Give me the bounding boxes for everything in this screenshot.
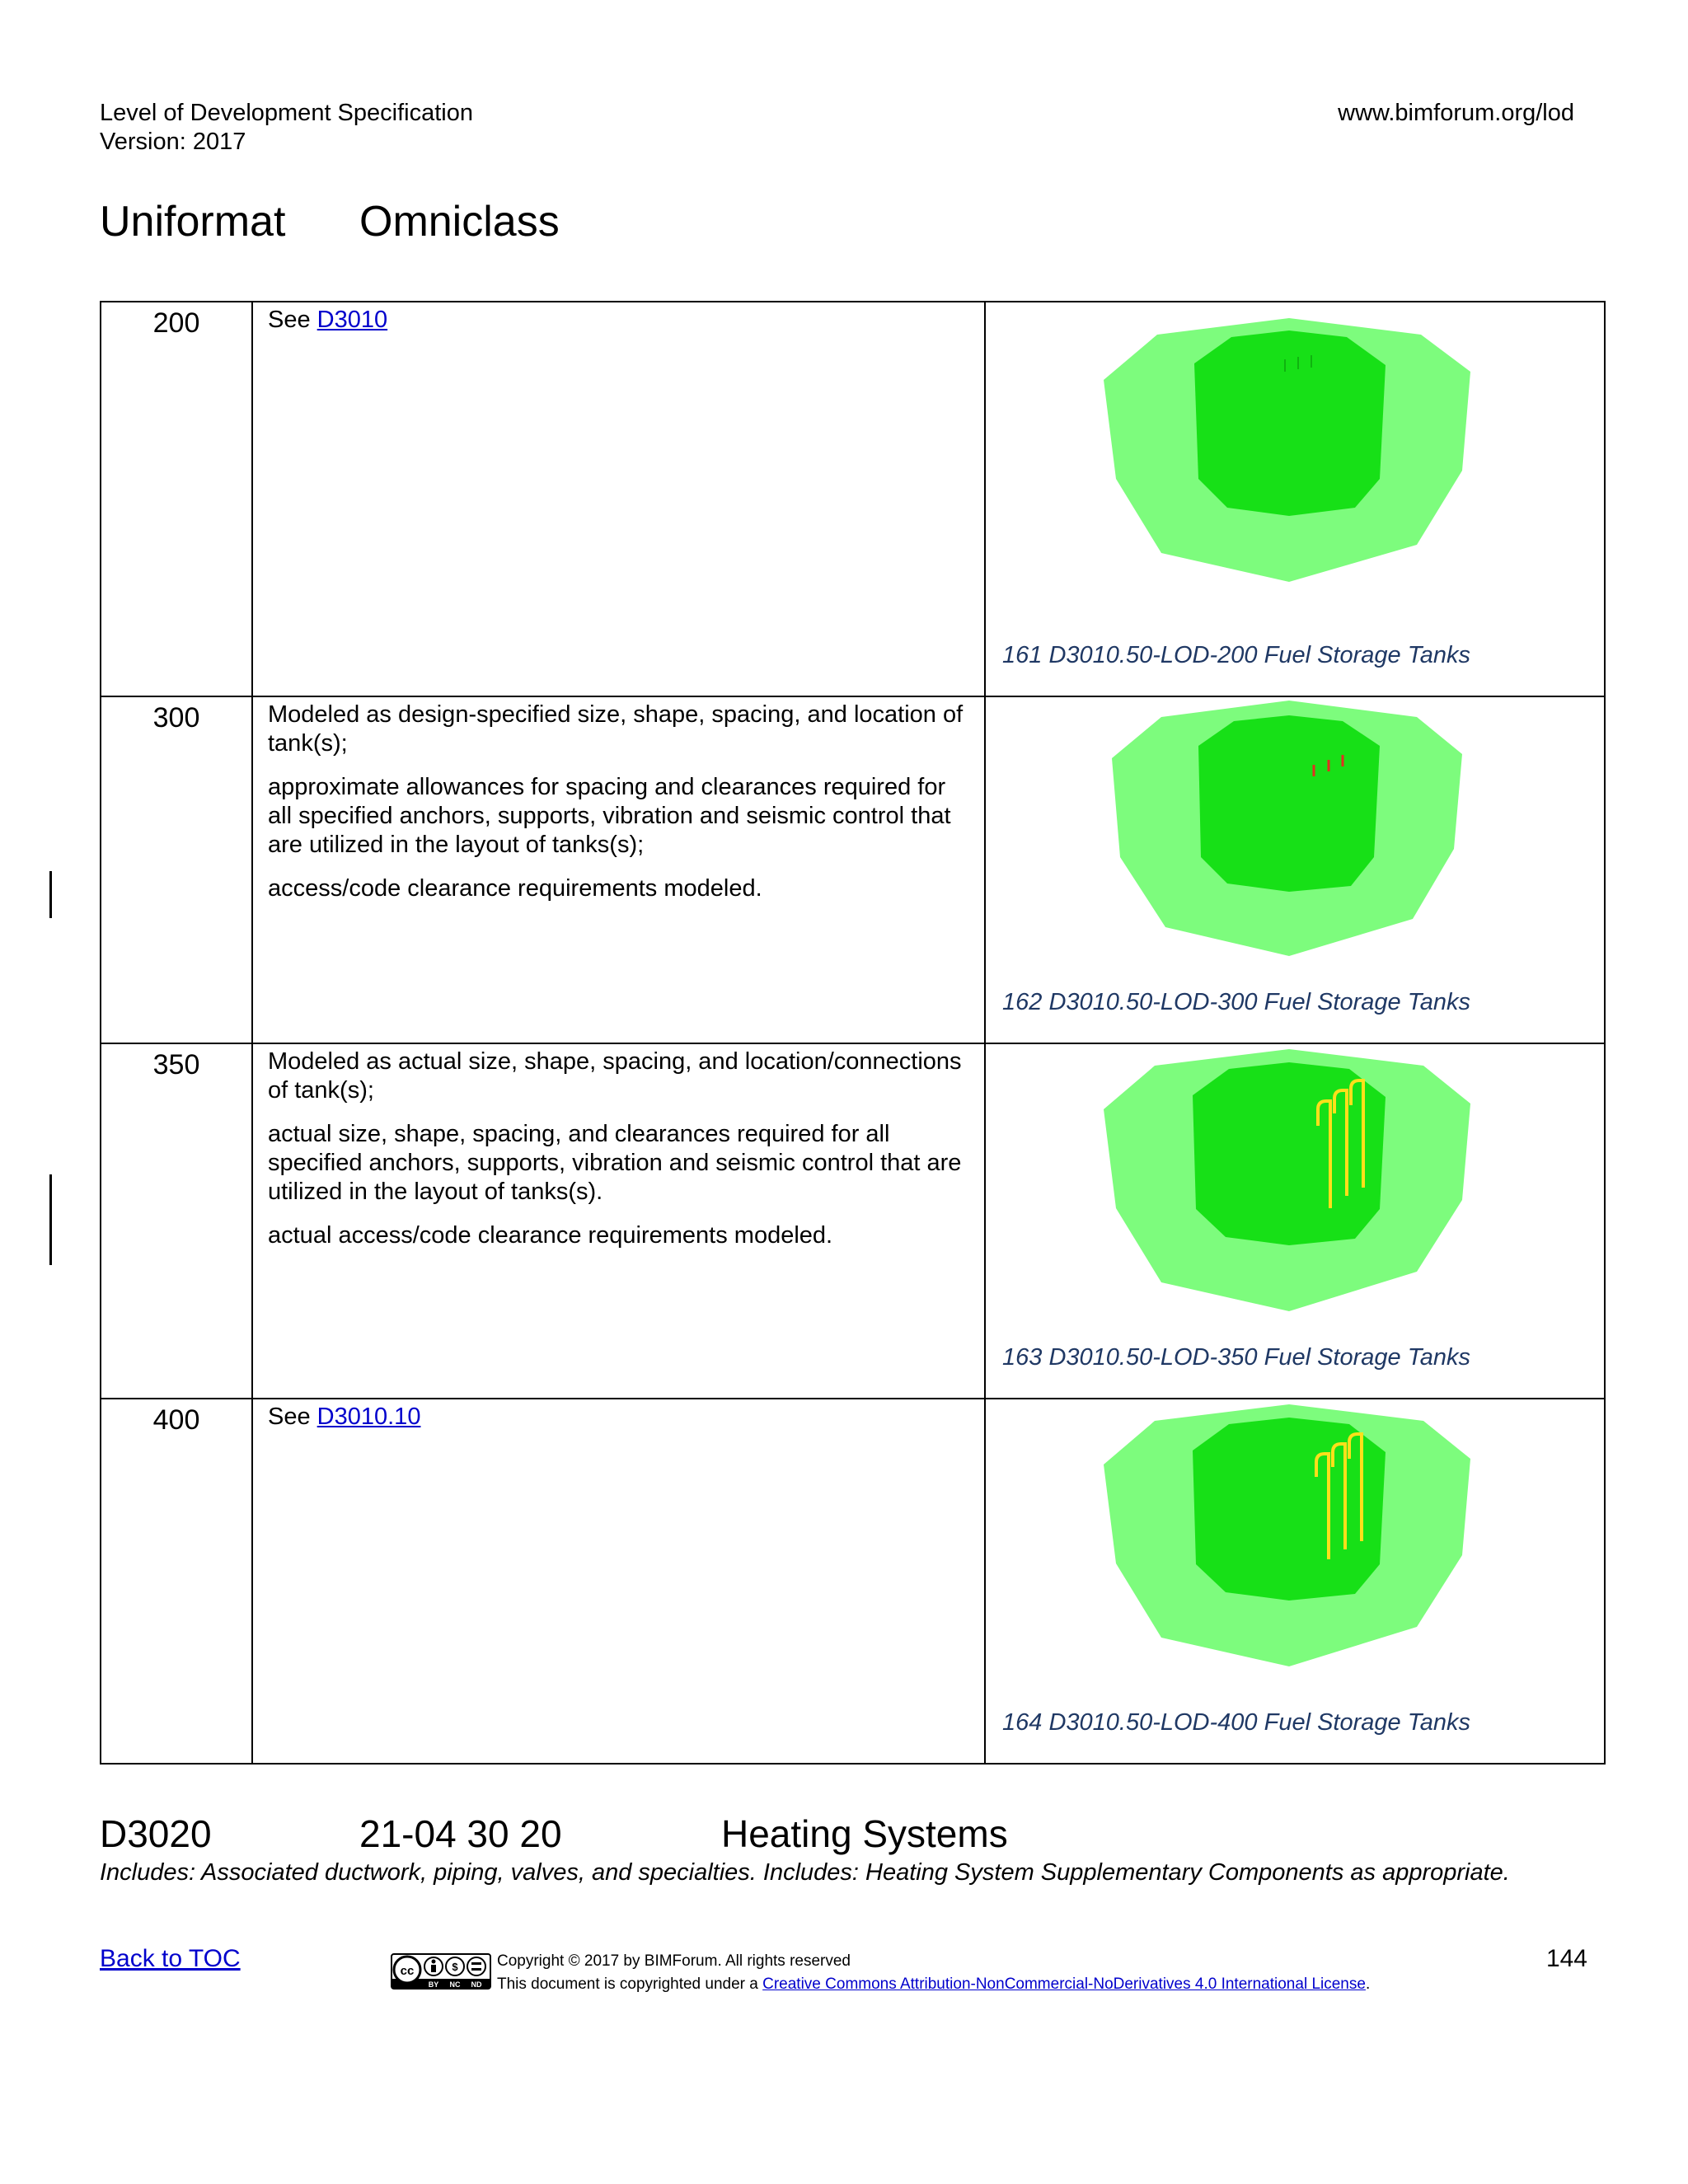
license-prefix: This document is copyrighted under a <box>497 1975 763 1993</box>
change-bar <box>49 1174 52 1265</box>
lod-description <box>252 302 985 696</box>
page-number: 144 <box>1545 1945 1587 1972</box>
lod-description <box>252 1399 985 1764</box>
noderivatives-icon <box>467 1957 485 1975</box>
lod-paragraph: Modeled as design-specified size, shape, spacing, and location of tank(s); <box>268 701 964 757</box>
lod-description <box>252 1043 985 1399</box>
lod-figure-cell <box>985 1399 1605 1764</box>
lod-table <box>100 301 1606 1765</box>
fuel-tank-lod200-image <box>1095 314 1483 586</box>
lod-paragraph: actual access/code clearance requirements modeled. <box>268 1222 833 1249</box>
fuel-tank-lod350-image <box>1095 1047 1483 1319</box>
table-row <box>101 696 1605 1043</box>
change-bar <box>49 871 52 918</box>
tank-inner-body <box>1194 330 1386 516</box>
cc-nc-label: NC <box>449 1980 461 1989</box>
figure-caption: 162 D3010.50-LOD-300 Fuel Storage Tanks <box>1002 989 1471 1015</box>
creative-commons-badge <box>391 1953 491 1990</box>
table-row <box>101 1399 1605 1764</box>
cc-label: cc <box>400 1964 415 1978</box>
figure-caption: 163 D3010.50-LOD-350 Fuel Storage Tanks <box>1002 1344 1471 1371</box>
cc-by-label: BY <box>428 1980 439 1989</box>
section-includes: Includes: Associated ductwork, piping, valves, and specialties. Includes: Heating System Supplementary Components as appropriate. <box>100 1859 1510 1886</box>
lod-level: 300 <box>101 696 252 1043</box>
lod-paragraph: Modeled as actual size, shape, spacing, and location/connections of tank(s); <box>268 1048 962 1104</box>
header-url: www.bimforum.org/lod <box>1338 100 1574 126</box>
lod-figure-cell <box>985 302 1605 696</box>
spec-title: Level of Development Specification <box>100 100 473 126</box>
cc-nd-label: ND <box>471 1980 482 1989</box>
table-row <box>101 302 1605 696</box>
license-link[interactable]: Creative Commons Attribution-NonCommercial-NoDerivatives 4.0 International License <box>762 1975 1366 1993</box>
omniclass-title: Omniclass <box>359 198 560 246</box>
d3010-link[interactable]: D3010 <box>316 307 388 333</box>
d3010-10-link[interactable]: D3010.10 <box>316 1404 421 1430</box>
section-code: D3020 <box>100 1812 212 1855</box>
lod-paragraph: actual size, shape, spacing, and clearances required for all specified anchors, supports, vibration and seismic control that are utilized in the layout of tanks(s). <box>268 1121 962 1205</box>
svg-text:$: $ <box>452 1961 458 1973</box>
lod-level: 350 <box>101 1043 252 1399</box>
tank-inner-body <box>1193 1062 1386 1245</box>
fuel-tank-lod400-image <box>1095 1403 1483 1675</box>
lod-paragraph: approximate allowances for spacing and clearances required for all specified anchors, supports, vibration and seismic control that are utilized in the layout of tanks(s); <box>268 774 951 858</box>
back-to-toc-link[interactable]: Back to TOC <box>100 1945 241 1972</box>
lod-figure-cell <box>985 696 1605 1043</box>
copyright-notice <box>497 1950 1370 1996</box>
figure-caption: 164 D3010.50-LOD-400 Fuel Storage Tanks <box>1002 1709 1471 1736</box>
license-suffix: . <box>1365 1975 1371 1993</box>
page-header-left <box>100 99 473 157</box>
license-line <box>497 1973 1370 1996</box>
lod-paragraph: access/code clearance requirements modeled. <box>268 875 762 902</box>
section-omniclass: 21-04 30 20 <box>359 1812 562 1855</box>
lod-level: 400 <box>101 1399 252 1764</box>
lod-figure-cell <box>985 1043 1605 1399</box>
lod-level: 200 <box>101 302 252 696</box>
fuel-tank-lod300-image <box>1095 701 1483 972</box>
table-row <box>101 1043 1605 1399</box>
figure-caption: 161 D3010.50-LOD-200 Fuel Storage Tanks <box>1002 642 1471 668</box>
see-prefix: See <box>268 1404 317 1430</box>
section-name: Heating Systems <box>721 1812 1008 1855</box>
copyright-line: Copyright © 2017 by BIMForum. All rights reserved <box>497 1952 851 1970</box>
tank-inner-body <box>1193 1418 1386 1601</box>
lod-description <box>252 696 985 1043</box>
uniformat-title: Uniformat <box>100 198 286 246</box>
see-prefix: See <box>268 307 317 333</box>
spec-version: Version: 2017 <box>100 129 246 155</box>
tank-inner-body <box>1198 715 1380 892</box>
